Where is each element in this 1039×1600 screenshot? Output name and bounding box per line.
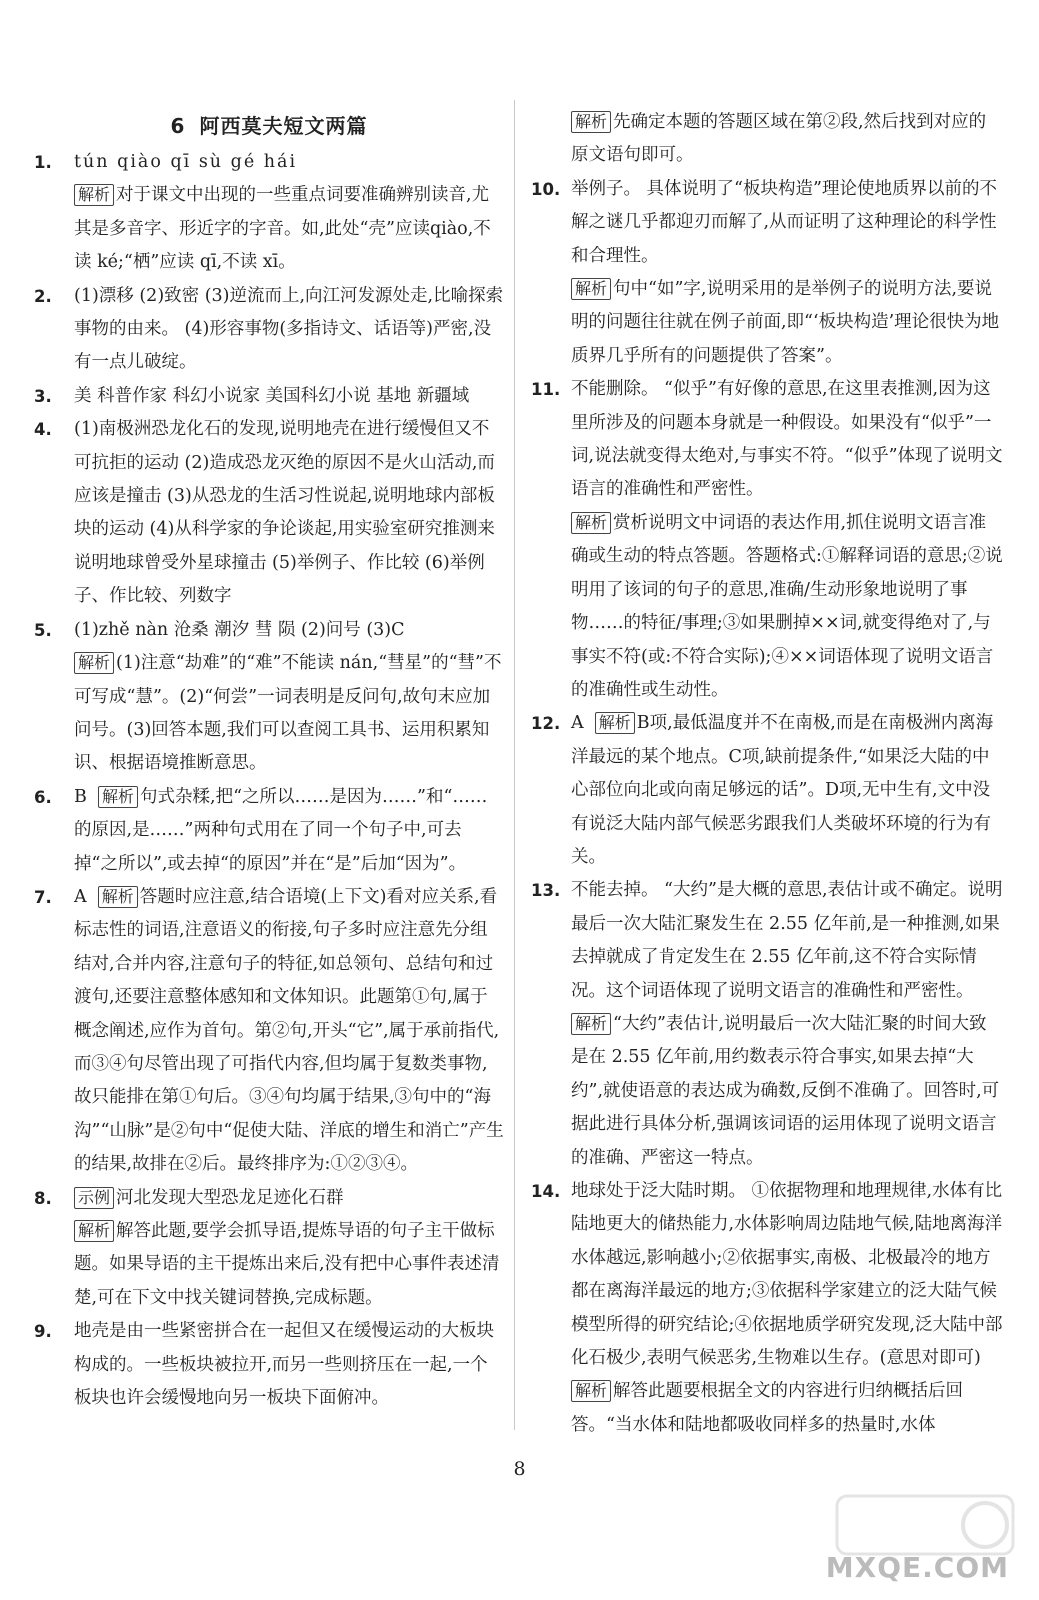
item-number: 8. — [34, 1188, 52, 1208]
answer-item-8 — [34, 1182, 504, 1215]
item-number: 14. — [531, 1182, 561, 1201]
analysis-tag: 解析 — [98, 786, 138, 808]
analysis-13 — [531, 1008, 1003, 1175]
analysis-text: 句式杂糅,把“之所以……是因为……”和“……的原因,是……”两种句式用在了同一个句子中,可去掉“之所以”,或去掉“的原因”并在“是”后加“因为”。 — [74, 786, 488, 874]
answer-text: 河北发现大型恐龙足迹化石群 — [116, 1187, 344, 1208]
analysis-tag: 解析 — [571, 1380, 611, 1402]
column-divider — [514, 100, 515, 1430]
analysis-10 — [531, 273, 1003, 373]
analysis-text: 赏析说明文中词语的表达作用,抓住说明文语言准确或生动的特点答题。答题格式:①解释词语的意思;②说明用了该词的句子的意思,准确/生动形象地说明了事物……的特征/事理;③如果删掉××词,就变得绝对了,与事实不符(或:不符合实际);④××词语体现了说明文语言的准确性或生动性。 — [571, 512, 1003, 700]
item-number: 11. — [531, 380, 561, 400]
analysis-tag: 解析 — [74, 184, 114, 206]
answer-item-10 — [531, 173, 1003, 273]
answer-item-1 — [34, 146, 504, 179]
answer-choice: A — [571, 713, 584, 734]
analysis-text: 对于课文中出现的一些重点词要准确辨别读音,尤其是多音字、形近字的字音。如,此处“壳”应读qiào,不读 ké;“栖”应读 qī,不读 xī。 — [74, 185, 491, 273]
analysis-tag: 解析 — [98, 886, 138, 908]
analysis-tag: 解析 — [74, 652, 114, 674]
item-number: 9. — [34, 1322, 52, 1342]
page-number: 8 — [513, 1458, 526, 1480]
item-number: 3. — [34, 386, 52, 406]
analysis-text: 先确定本题的答题区域在第②段,然后找到对应的原文语句即可。 — [571, 112, 987, 166]
analysis-text: 解答此题,要学会抓导语,提炼导语的句子主干做标题。如果导语的主干提炼出来后,没有把中心事件表述清楚,可在下文中找关键词替换,完成标题。 — [74, 1221, 500, 1308]
answer-choice: A — [74, 886, 87, 907]
answer-item-7 — [34, 881, 504, 1182]
item-number: 12. — [531, 714, 561, 734]
analysis-tag: 解析 — [571, 111, 611, 133]
answer-text: 不能去掉。 “大约”是大概的意思,表估计或不确定。说明最后一次大陆汇聚发生在 2.55 亿年前,是一种推测,如果去掉就成了肯定发生在 2.55 亿年前,这不符合实际情况。这个词语体现了说明文语言的准确性和严密性。 — [571, 880, 1003, 1001]
lesson-title — [34, 106, 504, 146]
answer-choice: B — [74, 786, 87, 807]
analysis-text: 解答此题要根据全文的内容进行归纳概括后回答。“当水体和陆地都吸收同样多的热量时,水体 — [571, 1381, 964, 1435]
watermark-url: MXQE.COM — [825, 1551, 1009, 1584]
answer-text: 地球处于泛大陆时期。 ①依据物理和地理规律,水体有比陆地更大的储热能力,水体影响周边陆地气候,陆地离海洋水体越远,影响越小;②依据事实,南极、北极最冷的地方都在离海洋最远的地方;③依据科学家建立的泛大陆气候模型所得的研究结论;④依据地质学研究发现,泛大陆中部化石极少,表明气候恶劣,生物难以生存。(意思对即可) — [571, 1181, 1003, 1369]
analysis-14 — [531, 1375, 1003, 1442]
item-number: 13. — [531, 881, 561, 901]
analysis-text: 答题时应注意,结合语境(上下文)看对应关系,看标志性的词语,注意语义的衔接,句子多时应注意先分组结对,合并内容,注意句子的特征,如总领句、总结句和过渡句,还要注意整体感知和文体知识。此题第①句,属于概念阐述,应作为首句。第②句,开头“它”,属于承前指代,而③④句尽管出现了可指代内容,但均属于复数类事物,故只能排在第①句后。③④句均属于结果,③句中的“海沟”“山脉”是②句中“促使大陆、洋底的增生和消亡”产生的结果,故排在②后。最终排序为:①②③④。 — [74, 886, 504, 1175]
analysis-text: “大约”表估计,说明最后一次大陆汇聚的时间大致是在 2.55 亿年前,用约数表示符合事实,如果去掉“大约”,就使语意的表达成为确数,反倒不准确了。回答时,可据此进行具体分析,强调该词语的运用体现了说明文语言的准确、严密这一特点。 — [571, 1013, 1000, 1168]
answer-item-6 — [34, 781, 504, 881]
analysis-tag: 解析 — [571, 278, 611, 300]
analysis-1 — [34, 179, 504, 279]
answer-item-2 — [34, 280, 504, 380]
answer-text: 不能删除。 “似乎”有好像的意思,在这里表推测,因为这里所涉及的问题本身就是一种假设。如果没有“似乎”一词,说法就变得太绝对,与事实不符。“似乎”体现了说明文语言的准确性和严密性。 — [571, 379, 1003, 500]
analysis-5 — [34, 647, 504, 781]
analysis-8 — [34, 1215, 504, 1315]
analysis-9 — [531, 106, 1003, 173]
item-number: 6. — [34, 787, 52, 807]
analysis-tag: 解析 — [571, 1013, 611, 1035]
item-number: 1. — [34, 153, 52, 172]
left-column — [34, 106, 504, 1415]
analysis-text: (1)注意“劫难”的“难”不能读 nán,“彗星”的“彗”不可写成“慧”。(2)“何尝”一词表明是反问句,故句末应加问号。(3)回答本题,我们可以查阅工具书、运用积累知识、根据语境推断意思。 — [74, 653, 502, 774]
item-number: 2. — [34, 286, 52, 306]
analysis-text: 句中“如”字,说明采用的是举例子的说明方法,要说明的问题往往就在例子前面,即“‘板块构造’理论很快为地质界几乎所有的问题提供了答案”。 — [571, 279, 1000, 366]
answer-text: 美 科普作家 科幻小说家 美国科幻小说 基地 新疆域 — [74, 385, 470, 406]
lesson-number: 6 — [170, 114, 186, 138]
item-number: 5. — [34, 620, 52, 640]
analysis-text: B项,最低温度并不在南极,而是在南极洲内离海洋最远的某个地点。C项,缺前提条件,“如果泛大陆的中心部位向北或向南足够远的话”。D项,无中生有,文中没有说泛大陆内部气候恶劣跟我们人类破坏环境的行为有关。 — [571, 713, 994, 867]
lesson-title-text: 阿西莫夫短文两篇 — [199, 114, 368, 138]
answer-item-5 — [34, 614, 504, 647]
right-column — [531, 106, 1003, 1442]
answer-text: 举例子。 具体说明了“板块构造”理论使地质界以前的不解之谜几乎都迎刃而解了,从而证明了这种理论的科学性和合理性。 — [571, 178, 997, 266]
answer-item-11 — [531, 373, 1003, 507]
answer-text: tún qiào qī sù gé hái — [74, 152, 298, 172]
answer-text: (1)南极洲恐龙化石的发现,说明地壳在进行缓慢但又不可抗拒的运动 (2)造成恐龙灭绝的原因不是火山活动,而应该是撞击 (3)从恐龙的生活习性说起,说明地球内部板块的运动 (4)从科学家的争论谈起,用实验室研究推测来说明地球曾受外星球撞击 (5)举例子、作比较 (6)举例子、作比较、列数字 — [74, 419, 495, 607]
item-number: 10. — [531, 179, 561, 199]
answer-text: (1)漂移 (2)致密 (3)逆流而上,向江河发源处走,比喻探索事物的由来。 (4)形容事物(多指诗文、话语等)严密,没有一点儿破绽。 — [74, 285, 504, 373]
analysis-tag: 解析 — [571, 512, 611, 534]
answer-item-9 — [34, 1315, 504, 1415]
analysis-tag: 解析 — [74, 1220, 114, 1242]
answer-item-4 — [34, 413, 504, 613]
item-number: 4. — [34, 420, 52, 440]
answer-text: 地壳是由一些紧密拼合在一起但又在缓慢运动的大板块构成的。一些板块被拉开,而另一些则挤压在一起,一个板块也许会缓慢地向另一板块下面俯冲。 — [74, 1321, 494, 1409]
analysis-11 — [531, 507, 1003, 707]
item-number: 7. — [34, 887, 52, 907]
answer-item-12 — [531, 707, 1003, 874]
answer-item-3 — [34, 380, 504, 413]
answer-text: (1)zhě nàn 沧桑 潮汐 彗 陨 (2)问号 (3)C — [74, 619, 405, 640]
answer-item-13 — [531, 874, 1003, 1008]
analysis-tag: 解析 — [595, 712, 635, 734]
example-tag: 示例 — [74, 1187, 114, 1209]
answer-item-14 — [531, 1175, 1003, 1375]
